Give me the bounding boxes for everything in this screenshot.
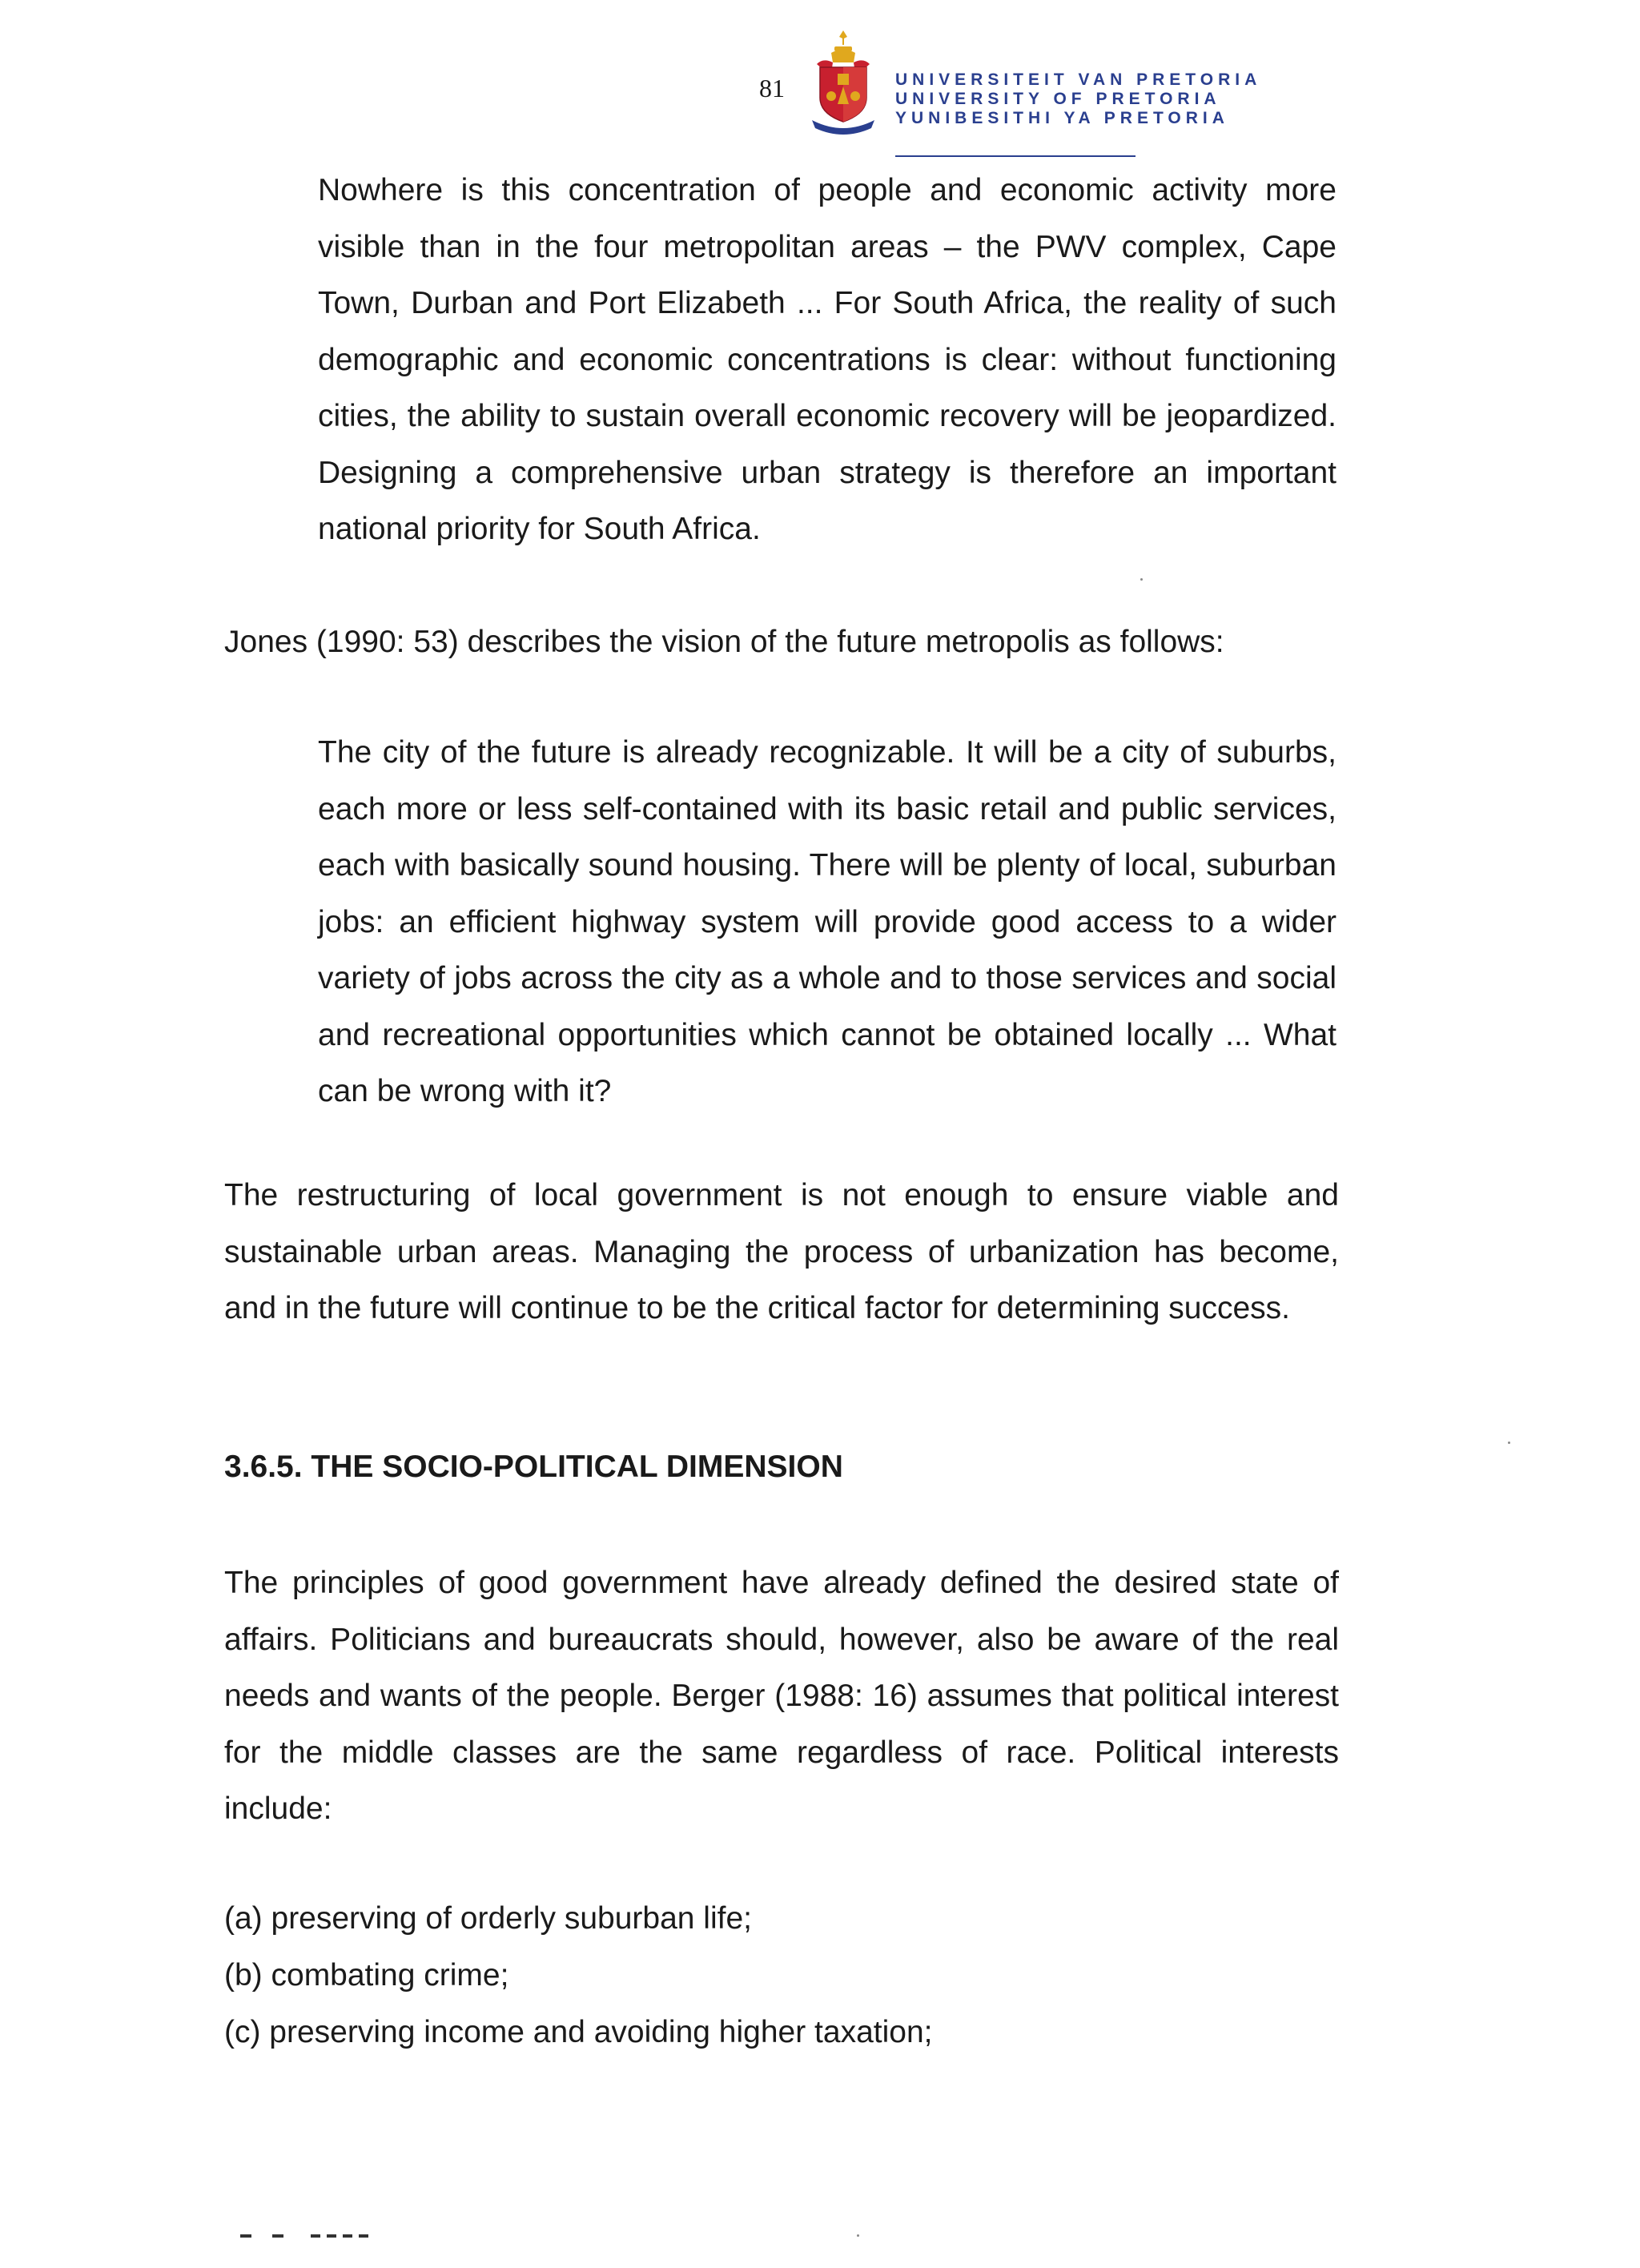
list-item: (c) preserving income and avoiding higher taxation;: [224, 2015, 933, 2049]
section-heading: 3.6.5. THE SOCIO-POLITICAL DIMENSION: [224, 1450, 843, 1484]
scan-speck: [1140, 578, 1143, 581]
university-name-sepedi: YUNIBESITHI YA PRETORIA: [895, 109, 1229, 127]
university-name-block: [895, 70, 1261, 128]
list-item: (a) preserving of orderly suburban life;: [224, 1901, 752, 1936]
university-name-english: UNIVERSITY OF PRETORIA: [895, 90, 1221, 108]
scan-artifact-bottom: [240, 2234, 384, 2238]
university-crest-logo: [807, 27, 879, 136]
block-quote-urban-strategy: Nowhere is this concentration of people and economic activity more visible than in the four metropolitan areas – the PWV complex, Cape Town, Durban and Port Elizabeth ... For South Africa, the reality of such demographic and economic concentrations is clear: without functioning cities, the ability to sustain overall economic recovery will be jeopardized. Designing a comprehensive urban strategy is therefore an important national priority for South Africa.: [318, 173, 1337, 546]
scan-speck: [1508, 1442, 1510, 1444]
political-interests-list: [224, 1890, 933, 2061]
block-quote-future-city: The city of the future is already recognizable. It will be a city of suburbs, each more or less self-contained with its basic retail and public services, each with basically sound housing. There will be plenty of local, suburban jobs: an efficient highway system will provide good access to a wider variety of jobs across the city as a whole and to those services and social and recreational opportunities which cannot be obtained locally ... What can be wrong with it?: [318, 735, 1337, 1108]
page-header: [753, 27, 1262, 139]
paragraph-jones-intro: Jones (1990: 53) describes the vision of the future metropolis as follows:: [224, 625, 1224, 659]
university-name-afrikaans: UNIVERSITEIT VAN PRETORIA: [895, 70, 1262, 89]
list-item: (b) combating crime;: [224, 1958, 509, 1993]
paragraph-principles: The principles of good government have already defined the desired state of affairs. Politicians and bureaucrats should, however, also be aware of the real needs and wants of the people. Berger (1988: 16) assumes that political interest for the middle classes are the same regardless of race. Political interests include:: [224, 1566, 1339, 1826]
paragraph-restructuring: The restructuring of local government is not enough to ensure viable and sustainable urban areas. Managing the process of urbanization has become, and in the future will continue to be the critical factor for determining success.: [224, 1178, 1339, 1325]
scan-speck: [857, 2234, 859, 2237]
header-rule: [895, 155, 1136, 157]
page-number: 81: [759, 74, 785, 103]
